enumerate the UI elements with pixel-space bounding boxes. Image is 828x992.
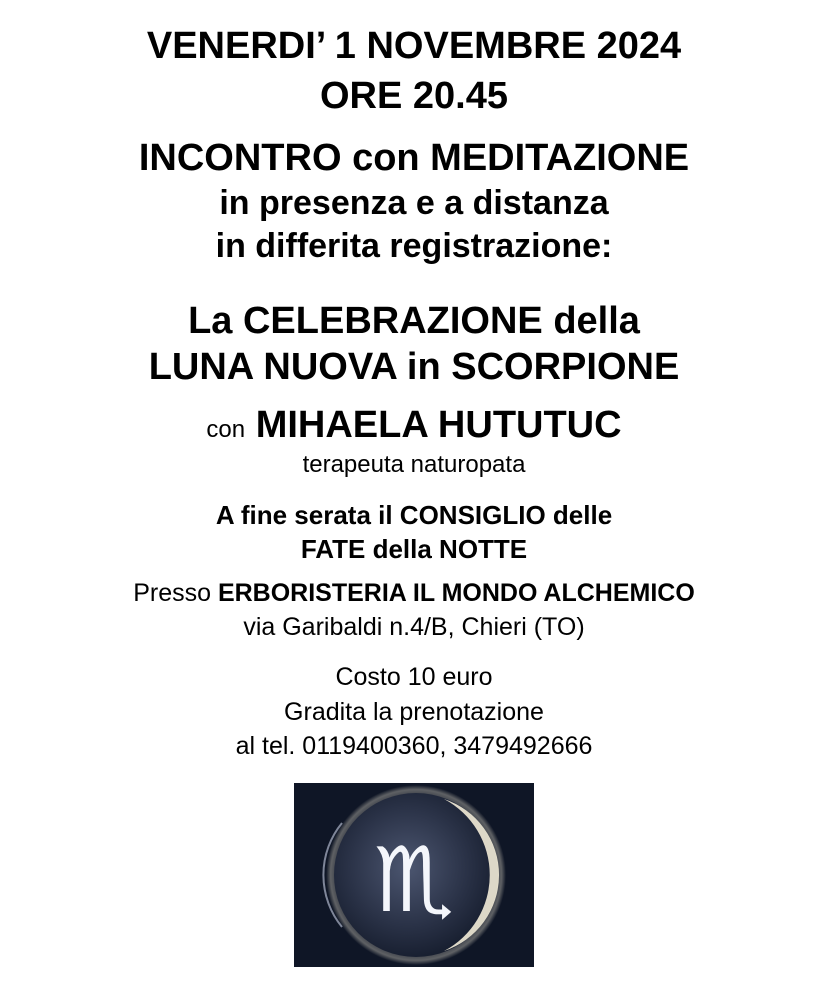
scorpio-moon-image bbox=[294, 783, 534, 967]
venue-prefix: Presso bbox=[133, 579, 211, 607]
host-role: terapeuta naturopata bbox=[302, 451, 526, 478]
closing-line1: A fine serata il CONSIGLIO delle bbox=[215, 500, 613, 530]
celebration-title-line1: La CELEBRAZIONE della bbox=[188, 300, 640, 342]
event-title: INCONTRO con MEDITAZIONE bbox=[138, 137, 690, 179]
scorpio-symbol: ♏ bbox=[373, 828, 455, 933]
venue-address: via Garibaldi n.4/B, Chieri (TO) bbox=[243, 613, 585, 641]
phone-contacts: al tel. 0119400360, 3479492666 bbox=[235, 732, 593, 760]
celebration-title-line2: LUNA NUOVA in SCORPIONE bbox=[148, 346, 680, 388]
host-prefix: con bbox=[206, 416, 246, 443]
venue-name: ERBORISTERIA IL MONDO ALCHEMICO bbox=[217, 579, 695, 607]
host-name: MIHAELA HUTUTUC bbox=[255, 404, 622, 446]
scorpio-moon-icon bbox=[294, 783, 534, 967]
booking-note: Gradita la prenotazione bbox=[284, 698, 544, 726]
event-time: ORE 20.45 bbox=[320, 75, 508, 117]
event-date: VENERDI’ 1 NOVEMBRE 2024 bbox=[146, 25, 682, 67]
event-mode-line1: in presenza e a distanza bbox=[219, 184, 609, 222]
event-mode-line2: in differita registrazione: bbox=[215, 227, 613, 265]
venue-line bbox=[0, 576, 828, 610]
event-cost: Costo 10 euro bbox=[335, 663, 493, 691]
host-line bbox=[0, 402, 828, 453]
closing-line2: FATE della NOTTE bbox=[300, 534, 528, 564]
